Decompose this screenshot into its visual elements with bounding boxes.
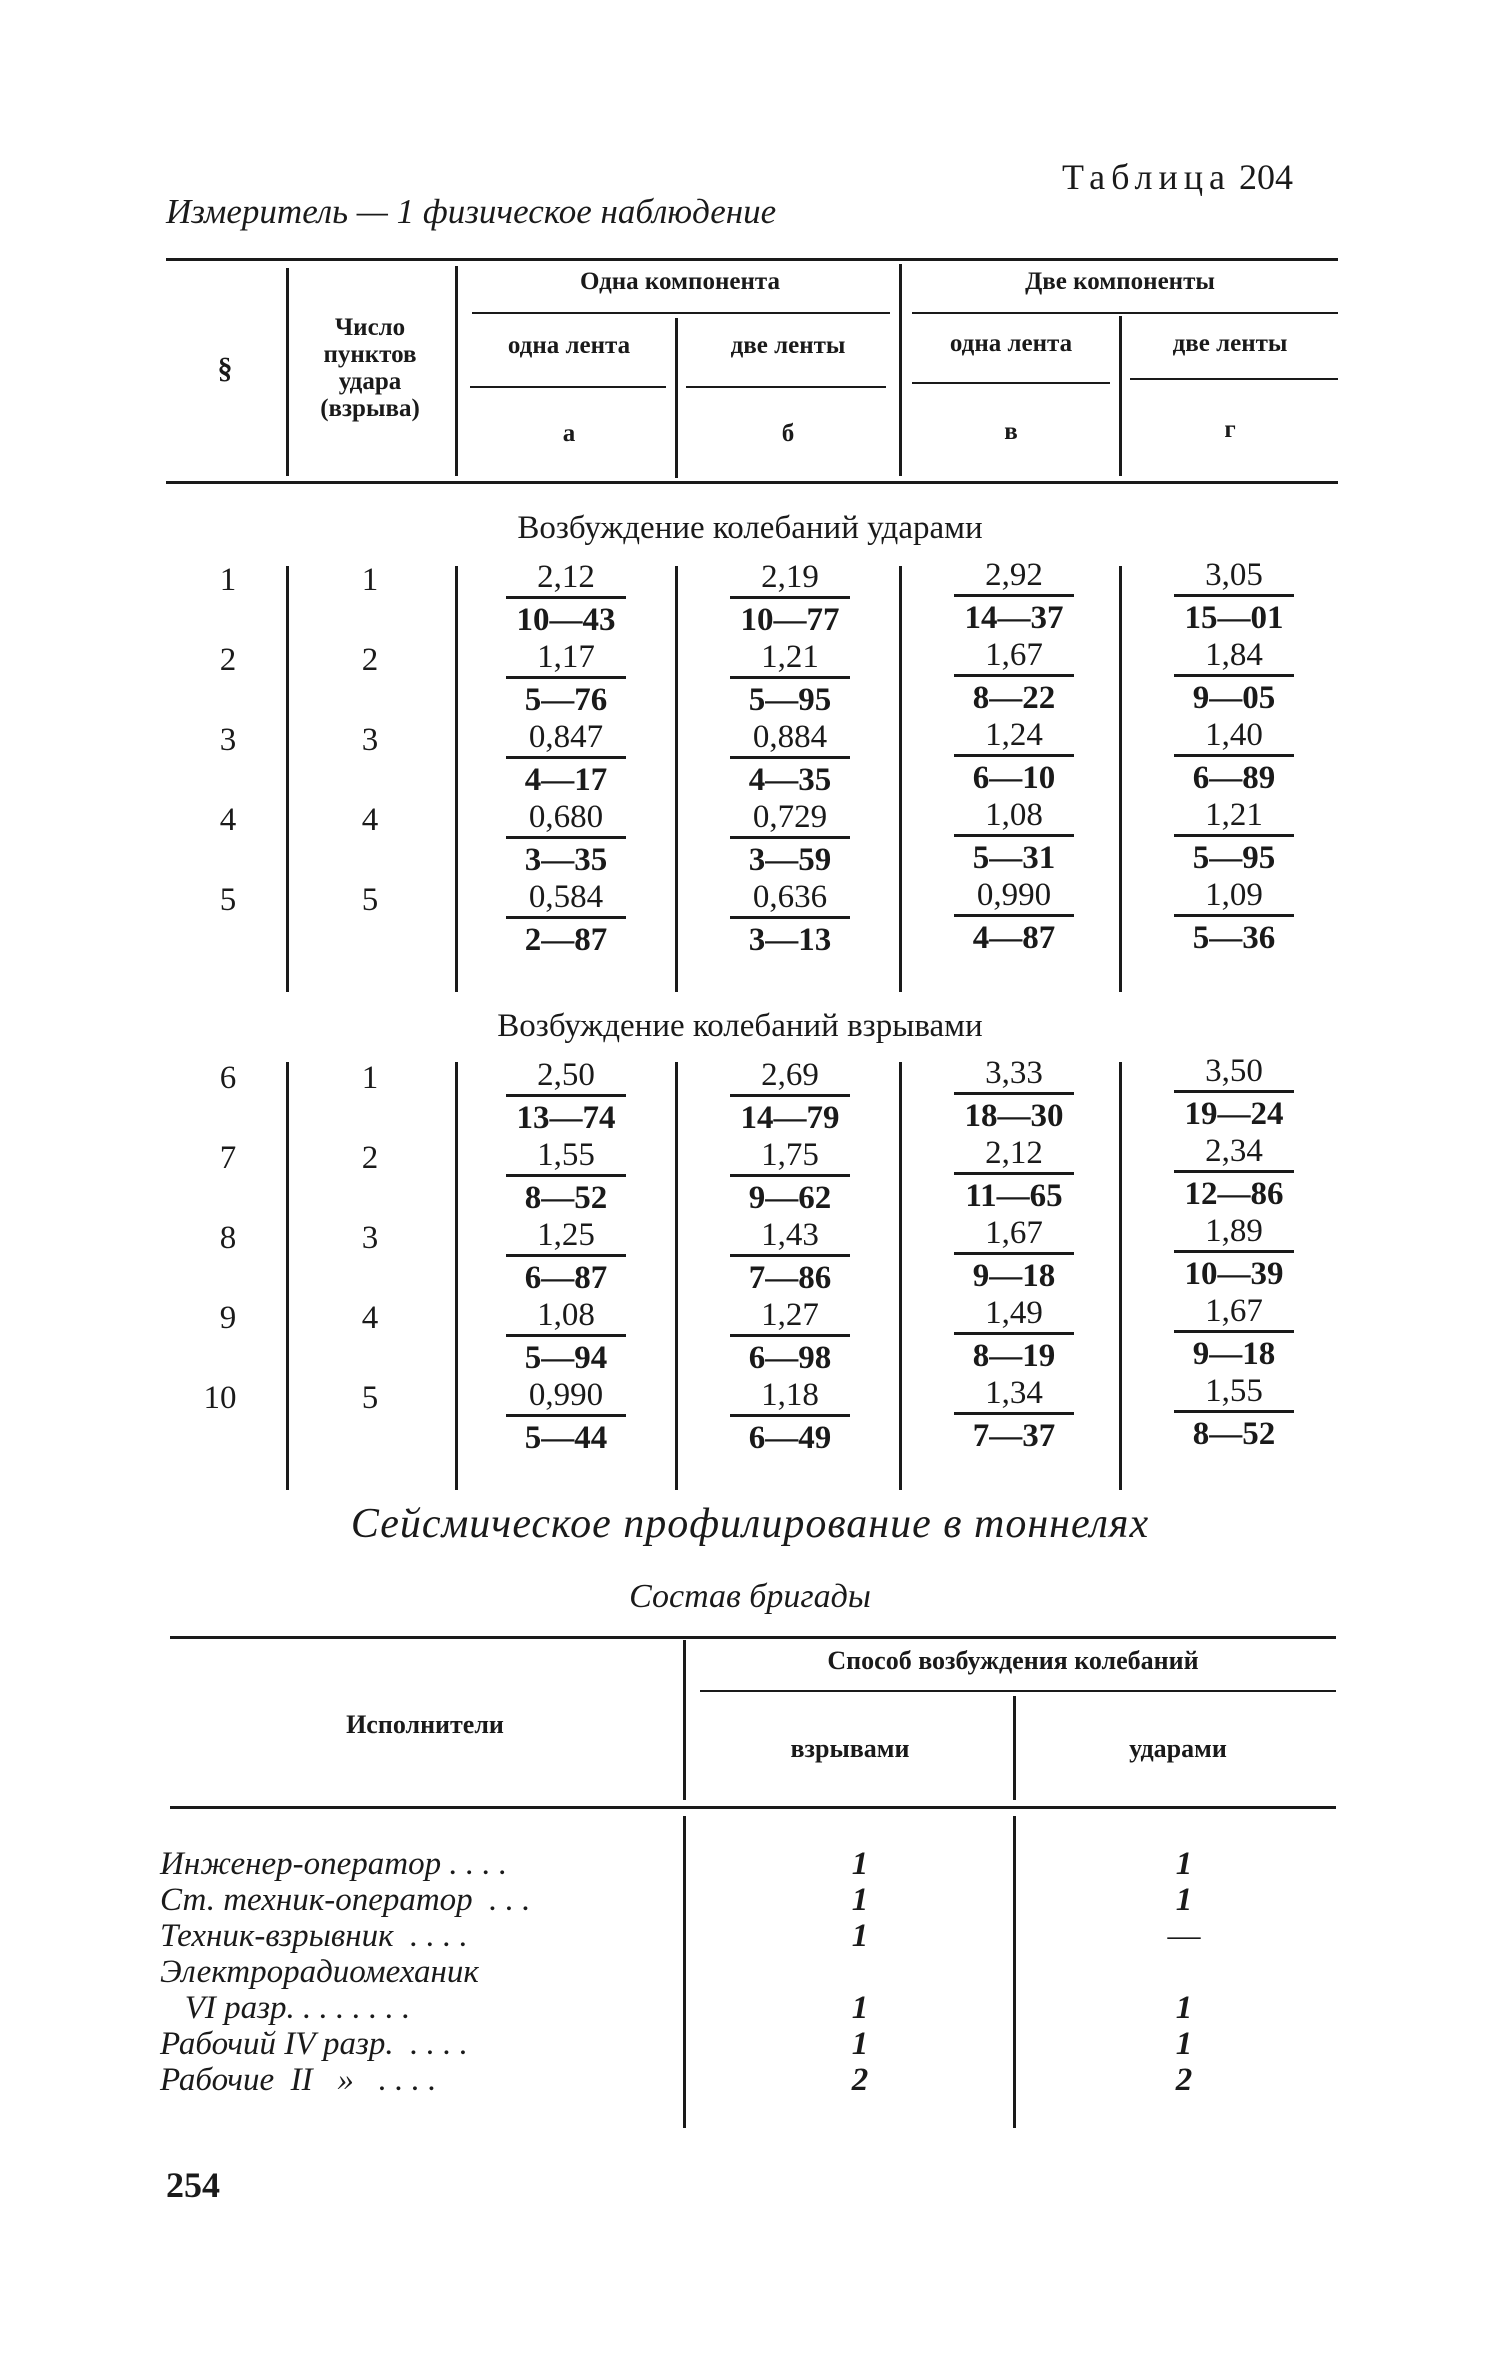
cost-value: 1,27 bbox=[730, 1296, 850, 1337]
time-value: 8—19 bbox=[972, 1338, 1056, 1374]
cost-value: 2,12 bbox=[506, 558, 626, 599]
points-count: 2 bbox=[361, 642, 379, 678]
cost-value: 1,84 bbox=[1174, 636, 1294, 677]
time-value: 8—22 bbox=[972, 680, 1056, 716]
cost-value: 1,67 bbox=[954, 636, 1074, 677]
value-cell bbox=[1174, 796, 1294, 877]
cost-value: 1,18 bbox=[730, 1376, 850, 1417]
value-cell bbox=[954, 1294, 1074, 1375]
section-number: 6 bbox=[219, 1060, 237, 1096]
crew-header-bottom-rule bbox=[170, 1806, 1336, 1809]
impact-section-title: Возбуждение колебаний ударами bbox=[517, 510, 983, 546]
value-cell bbox=[1174, 556, 1294, 637]
time-value: 11—65 bbox=[965, 1178, 1063, 1214]
cost-value: 0,884 bbox=[730, 718, 850, 759]
table-number: 204 bbox=[1238, 157, 1293, 197]
header-col-g: г bbox=[1224, 416, 1236, 443]
value-cell bbox=[954, 1214, 1074, 1295]
cost-value: 2,92 bbox=[954, 556, 1074, 597]
time-value: 9—18 bbox=[1192, 1336, 1276, 1372]
header-one-tape-a: одна лента bbox=[507, 332, 631, 359]
cost-value: 1,08 bbox=[506, 1296, 626, 1337]
crew-member-name: Ст. техник-оператор . . . bbox=[160, 1882, 531, 1918]
time-value: 6—87 bbox=[524, 1260, 608, 1296]
header-section: § bbox=[217, 352, 233, 385]
crew-method-rule bbox=[700, 1690, 1336, 1692]
crew-explosions-count: 2 bbox=[851, 2062, 869, 2098]
cost-value: 1,21 bbox=[1174, 796, 1294, 837]
value-cell bbox=[506, 718, 626, 799]
time-value: 13—74 bbox=[516, 1100, 616, 1136]
value-cell bbox=[1174, 876, 1294, 957]
cost-value: 1,24 bbox=[954, 716, 1074, 757]
time-value: 3—13 bbox=[748, 922, 832, 958]
time-value: 10—39 bbox=[1184, 1256, 1284, 1292]
crew-impacts-count: 1 bbox=[1175, 2026, 1193, 2062]
header-one-component: Одна компонента bbox=[580, 268, 780, 295]
value-cell bbox=[954, 876, 1074, 957]
header-one-tape-b: одна лента bbox=[949, 330, 1073, 357]
cost-value: 1,17 bbox=[506, 638, 626, 679]
crew-impacts-count: — bbox=[1167, 1918, 1201, 1954]
crew-explosions-count: 1 bbox=[851, 1882, 869, 1918]
points-count: 3 bbox=[361, 722, 379, 758]
time-value: 6—98 bbox=[748, 1340, 832, 1376]
header-two-components: Две компоненты bbox=[1025, 268, 1215, 295]
time-value: 12—86 bbox=[1184, 1176, 1284, 1212]
header-vline-3 bbox=[675, 318, 678, 478]
cost-value: 2,12 bbox=[954, 1134, 1074, 1175]
crew-member-name: Инженер-оператор . . . . bbox=[160, 1846, 508, 1882]
cost-value: 2,19 bbox=[730, 558, 850, 599]
time-value: 5—76 bbox=[524, 682, 608, 718]
value-cell bbox=[506, 878, 626, 959]
value-cell bbox=[506, 1376, 626, 1457]
crew-member-name: VI разр. . . . . . . . bbox=[160, 1990, 411, 2026]
crew-header-performers: Исполнители bbox=[346, 1710, 504, 1739]
time-value: 6—89 bbox=[1192, 760, 1276, 796]
time-value: 8—52 bbox=[524, 1180, 608, 1216]
value-cell bbox=[506, 1216, 626, 1297]
crew-member-name: Электрорадиомеханик bbox=[160, 1954, 479, 1990]
crew-vline-2 bbox=[1013, 1696, 1016, 1800]
time-value: 5—36 bbox=[1192, 920, 1276, 956]
value-cell bbox=[506, 1296, 626, 1377]
value-cell bbox=[730, 1056, 850, 1137]
points-count: 4 bbox=[361, 802, 379, 838]
value-cell bbox=[506, 798, 626, 879]
table-header-bottom-rule bbox=[166, 481, 1338, 484]
cost-value: 3,05 bbox=[1174, 556, 1294, 597]
meter-caption: Измеритель — 1 физическое наблюдение bbox=[166, 192, 777, 231]
body2-vline-3 bbox=[675, 1062, 678, 1490]
header-rule-tapes-4 bbox=[1130, 378, 1338, 380]
time-value: 3—59 bbox=[748, 842, 832, 878]
cost-value: 2,34 bbox=[1174, 1132, 1294, 1173]
time-value: 9—18 bbox=[972, 1258, 1056, 1294]
section-number: 5 bbox=[219, 882, 237, 918]
header-col-b: б bbox=[781, 420, 795, 447]
value-cell bbox=[1174, 1372, 1294, 1453]
value-cell bbox=[1174, 716, 1294, 797]
explosion-section-title: Возбуждение колебаний взрывами bbox=[497, 1008, 983, 1044]
cost-value: 0,847 bbox=[506, 718, 626, 759]
header-two-tapes-a: две ленты bbox=[730, 332, 846, 359]
time-value: 4—35 bbox=[748, 762, 832, 798]
crew-explosions-count: 1 bbox=[851, 1846, 869, 1882]
header-rule-tapes-1 bbox=[470, 386, 666, 388]
value-cell bbox=[954, 636, 1074, 717]
crew-explosions-count: 1 bbox=[851, 1918, 869, 1954]
value-cell bbox=[506, 1056, 626, 1137]
crew-impacts-count: 2 bbox=[1175, 2062, 1193, 2098]
time-value: 10—43 bbox=[516, 602, 616, 638]
table-top-rule bbox=[166, 258, 1338, 261]
time-value: 6—49 bbox=[748, 1420, 832, 1456]
crew-header-method: Способ возбуждения колебаний bbox=[827, 1646, 1199, 1675]
time-value: 3—35 bbox=[524, 842, 608, 878]
crew-header-impacts: ударами bbox=[1129, 1734, 1227, 1763]
time-value: 18—30 bbox=[964, 1098, 1064, 1134]
body1-vline-2 bbox=[455, 566, 458, 992]
header-vline-1 bbox=[286, 268, 289, 476]
value-cell bbox=[730, 638, 850, 719]
cost-value: 1,21 bbox=[730, 638, 850, 679]
cost-value: 1,89 bbox=[1174, 1212, 1294, 1253]
crew-impacts-count: 1 bbox=[1175, 1990, 1193, 2026]
value-cell bbox=[506, 558, 626, 639]
cost-value: 3,33 bbox=[954, 1054, 1074, 1095]
crew-member-name: Рабочий IV разр. . . . . bbox=[160, 2026, 468, 2062]
section-number: 1 bbox=[219, 562, 237, 598]
crew-vline-3 bbox=[683, 1816, 686, 2128]
time-value: 2—87 bbox=[524, 922, 608, 958]
crew-member-name: Техник-взрывник . . . . bbox=[160, 1918, 468, 1954]
body2-vline-5 bbox=[1119, 1062, 1122, 1490]
cost-value: 0,990 bbox=[954, 876, 1074, 917]
time-value: 5—31 bbox=[972, 840, 1056, 876]
value-cell bbox=[1174, 1052, 1294, 1133]
cost-value: 1,55 bbox=[1174, 1372, 1294, 1413]
section-number: 4 bbox=[219, 802, 237, 838]
value-cell bbox=[1174, 636, 1294, 717]
time-value: 14—79 bbox=[740, 1100, 840, 1136]
points-count: 1 bbox=[361, 1060, 379, 1096]
header-rule-components-right bbox=[912, 312, 1338, 314]
value-cell bbox=[1174, 1292, 1294, 1373]
header-rule-tapes-3 bbox=[912, 382, 1110, 384]
cost-value: 1,67 bbox=[954, 1214, 1074, 1255]
value-cell bbox=[730, 1296, 850, 1377]
cost-value: 1,25 bbox=[506, 1216, 626, 1257]
crew-vline-1 bbox=[683, 1640, 686, 1800]
time-value: 15—01 bbox=[1184, 600, 1284, 636]
header-vline-2 bbox=[455, 266, 458, 476]
time-value: 9—05 bbox=[1192, 680, 1276, 716]
cost-value: 1,43 bbox=[730, 1216, 850, 1257]
time-value: 4—17 bbox=[524, 762, 608, 798]
value-cell bbox=[730, 798, 850, 879]
time-value: 10—77 bbox=[740, 602, 840, 638]
seismic-title: Сейсмическое профилирование в тоннелях bbox=[350, 1501, 1150, 1547]
cost-value: 2,69 bbox=[730, 1056, 850, 1097]
crew-title: Состав бригады bbox=[629, 1578, 871, 1615]
crew-impacts-count: 1 bbox=[1175, 1846, 1193, 1882]
cost-value: 0,680 bbox=[506, 798, 626, 839]
value-cell bbox=[730, 878, 850, 959]
crew-header-explosions: взрывами bbox=[790, 1734, 910, 1763]
value-cell bbox=[730, 718, 850, 799]
time-value: 4—87 bbox=[972, 920, 1056, 956]
cost-value: 1,55 bbox=[506, 1136, 626, 1177]
value-cell bbox=[1174, 1212, 1294, 1293]
points-count: 3 bbox=[361, 1220, 379, 1256]
table-label bbox=[1062, 156, 1293, 198]
cost-value: 1,67 bbox=[1174, 1292, 1294, 1333]
header-two-tapes-b: две ленты bbox=[1172, 330, 1288, 357]
section-number: 8 bbox=[219, 1220, 237, 1256]
value-cell bbox=[954, 796, 1074, 877]
page-number: 254 bbox=[166, 2165, 220, 2205]
header-rule-tapes-2 bbox=[686, 386, 886, 388]
time-value: 19—24 bbox=[1184, 1096, 1284, 1132]
body2-vline-2 bbox=[455, 1062, 458, 1490]
value-cell bbox=[506, 638, 626, 719]
body1-vline-4 bbox=[899, 566, 902, 992]
header-rule-components-left bbox=[472, 312, 890, 314]
section-number: 10 bbox=[203, 1380, 237, 1416]
body1-vline-1 bbox=[286, 566, 289, 992]
time-value: 6—10 bbox=[972, 760, 1056, 796]
table-label-word: Таблица bbox=[1062, 157, 1231, 197]
value-cell bbox=[730, 558, 850, 639]
body1-vline-5 bbox=[1119, 566, 1122, 992]
value-cell bbox=[1174, 1132, 1294, 1213]
crew-explosions-count: 1 bbox=[851, 2026, 869, 2062]
crew-explosions-count: 1 bbox=[851, 1990, 869, 2026]
cost-value: 0,636 bbox=[730, 878, 850, 919]
value-cell bbox=[730, 1376, 850, 1457]
value-cell bbox=[506, 1136, 626, 1217]
cost-value: 1,40 bbox=[1174, 716, 1294, 757]
header-col-v: в bbox=[1004, 418, 1018, 445]
time-value: 5—94 bbox=[524, 1340, 608, 1376]
cost-value: 0,584 bbox=[506, 878, 626, 919]
section-number: 7 bbox=[219, 1140, 237, 1176]
crew-member-name: Рабочие II » . . . . bbox=[160, 2062, 437, 2098]
cost-value: 1,09 bbox=[1174, 876, 1294, 917]
cost-value: 1,08 bbox=[954, 796, 1074, 837]
value-cell bbox=[730, 1136, 850, 1217]
crew-top-rule bbox=[170, 1636, 1336, 1639]
value-cell bbox=[954, 556, 1074, 637]
time-value: 7—37 bbox=[972, 1418, 1056, 1454]
section-number: 3 bbox=[219, 722, 237, 758]
value-cell bbox=[954, 716, 1074, 797]
points-count: 1 bbox=[361, 562, 379, 598]
cost-value: 1,75 bbox=[730, 1136, 850, 1177]
cost-value: 0,729 bbox=[730, 798, 850, 839]
cost-value: 3,50 bbox=[1174, 1052, 1294, 1093]
time-value: 9—62 bbox=[748, 1180, 832, 1216]
points-count: 5 bbox=[361, 1380, 379, 1416]
cost-value: 1,34 bbox=[954, 1374, 1074, 1415]
crew-vline-4 bbox=[1013, 1816, 1016, 2128]
cost-value: 0,990 bbox=[506, 1376, 626, 1417]
value-cell bbox=[954, 1134, 1074, 1215]
section-number: 9 bbox=[219, 1300, 237, 1336]
cost-value: 2,50 bbox=[506, 1056, 626, 1097]
header-vline-4 bbox=[899, 264, 902, 476]
points-count: 5 bbox=[361, 882, 379, 918]
body2-vline-4 bbox=[899, 1062, 902, 1490]
time-value: 7—86 bbox=[748, 1260, 832, 1296]
value-cell bbox=[954, 1054, 1074, 1135]
header-points: Число пунктов удара (взрыва) bbox=[320, 314, 420, 422]
crew-impacts-count: 1 bbox=[1175, 1882, 1193, 1918]
time-value: 5—95 bbox=[1192, 840, 1276, 876]
time-value: 5—95 bbox=[748, 682, 832, 718]
value-cell bbox=[730, 1216, 850, 1297]
value-cell bbox=[954, 1374, 1074, 1455]
header-vline-5 bbox=[1119, 316, 1122, 476]
time-value: 8—52 bbox=[1192, 1416, 1276, 1452]
points-count: 4 bbox=[361, 1300, 379, 1336]
section-number: 2 bbox=[219, 642, 237, 678]
cost-value: 1,49 bbox=[954, 1294, 1074, 1335]
body2-vline-1 bbox=[286, 1062, 289, 1490]
time-value: 14—37 bbox=[964, 600, 1064, 636]
header-col-a: а bbox=[562, 420, 576, 447]
body1-vline-3 bbox=[675, 566, 678, 992]
points-count: 2 bbox=[361, 1140, 379, 1176]
time-value: 5—44 bbox=[524, 1420, 608, 1456]
